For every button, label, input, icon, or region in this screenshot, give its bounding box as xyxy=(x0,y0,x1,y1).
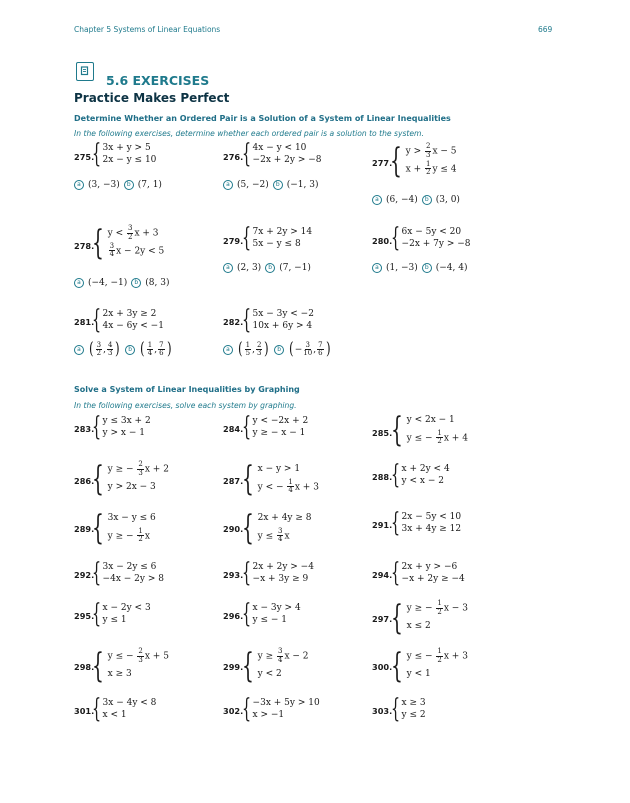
inequality: y < 1 xyxy=(406,668,431,679)
answer-choices xyxy=(223,263,311,273)
exercise-number: 292. xyxy=(74,570,95,580)
inequality: y > 2x − 3 xyxy=(107,481,156,492)
inequality: y < $\frac{3}{2}$ x + 3 xyxy=(107,224,159,241)
instructions-2: In the following exercises, solve each system by graphing. xyxy=(74,401,297,410)
inequality-system: { x ≥ 3 y ≤ 2 xyxy=(391,694,426,724)
inequality: y ≥ − $\frac{1}{2}$ x xyxy=(107,526,150,543)
inequality: y ≤ − $\frac{1}{2}$ x + 4 xyxy=(406,428,468,445)
choice-b-label: b xyxy=(422,263,432,273)
inequality-system: { x − 2y < 3 y ≤ 1 xyxy=(92,599,151,629)
inequality-system: { y ≤ 3x + 2 y > x − 1 xyxy=(92,412,151,442)
exercise-number: 301. xyxy=(74,706,95,716)
inequality: y ≤ 1 xyxy=(102,615,127,625)
exercise-number: 283. xyxy=(74,424,95,434)
exercise-number: 288. xyxy=(372,472,393,482)
ordered-pair: (3, 0) xyxy=(435,195,460,205)
exercise-number: 281. xyxy=(74,317,95,327)
inequality: 2x − y ≤ 10 xyxy=(102,155,157,165)
inequality: y ≤ $\frac{3}{4}$ x xyxy=(257,526,290,543)
inequality-system: { x − 3y > 4 y ≤ − 1 xyxy=(242,599,301,629)
inequality: 3x − 4y < 8 xyxy=(102,697,157,708)
choice-b-label: b xyxy=(125,345,135,355)
exercise-number: 289. xyxy=(74,524,95,534)
inequality: y ≤ 2 xyxy=(401,710,426,720)
inequality-system: { 6x − 5y < 20 −2x + 7y > −8 xyxy=(391,223,471,253)
inequality-system: { 4x − y < 10 −2x + 2y > −8 xyxy=(242,139,322,169)
page-number: 669 xyxy=(538,25,553,34)
inequality: 3x − y ≤ 6 xyxy=(107,513,156,523)
ordered-pair: (1, −3) xyxy=(386,263,418,273)
section-title: 5.6 EXERCISES xyxy=(106,73,210,88)
choice-a-label: a xyxy=(223,180,233,190)
inequality-system: { 5x − 3y < −2 10x + 6y > 4 xyxy=(242,305,314,335)
exercise-number: 277. xyxy=(372,158,393,168)
inequality: x + $\frac{1}{2}$ y ≤ 4 xyxy=(405,159,457,176)
instructions-1: In the following exercises, determine whether each ordered pair is a solution to the system. xyxy=(74,129,424,138)
exercise-number: 275. xyxy=(74,152,95,162)
inequality-system: { 3x + y > 5 2x − y ≤ 10 xyxy=(92,139,157,169)
inequality: 5x − 3y < −2 xyxy=(252,308,314,319)
inequality: y > x − 1 xyxy=(102,428,145,438)
choice-b-label: b xyxy=(124,180,134,190)
inequality: −2x + 7y > −8 xyxy=(401,239,471,249)
choice-a-label: a xyxy=(223,263,233,273)
choice-a-label: a xyxy=(372,195,382,205)
answer-choices: a ( $\frac{1}{5}$ , $\frac{2}{3}$ ) b ( − $\frac{3}{10}$ , $\frac{7}{6}$ ) xyxy=(223,341,331,358)
inequality: −x + 2y ≥ −4 xyxy=(401,574,465,584)
ordered-pair: (−4, −1) xyxy=(88,278,128,288)
ordered-pair: (8, 3) xyxy=(145,278,170,288)
answer-choices xyxy=(74,278,169,288)
inequality: −x + 3y ≥ 9 xyxy=(252,574,309,584)
inequality-system: { 3x − 2y ≤ 6 −4x − 2y > 8 xyxy=(92,558,164,588)
inequality-system: { −3x + 5y > 10 x > −1 xyxy=(242,694,320,724)
section-subtitle: Practice Makes Perfect xyxy=(74,91,230,105)
inequality: y ≥ − x − 1 xyxy=(252,428,306,438)
inequality-system: { 2x + 3y ≥ 2 4x − 6y < −1 xyxy=(92,305,164,335)
inequality: 2x + y > −6 xyxy=(401,561,458,572)
inequality: y < − $\frac{1}{4}$ x + 3 xyxy=(257,477,319,494)
inequality: x ≥ 3 xyxy=(107,668,132,679)
inequality-system: { y ≥ − $\frac{1}{2}$ x − 3 x ≤ 2 xyxy=(391,597,468,638)
inequality: 3x − 2y ≤ 6 xyxy=(102,561,157,572)
exercise-number: 276. xyxy=(223,152,244,162)
notebook-icon xyxy=(77,63,92,79)
answer-choices: a ( $\frac{3}{2}$ , $\frac{4}{3}$ ) b ( $\frac{1}{4}$ , $\frac{7}{6}$ ) xyxy=(74,341,172,358)
inequality-system: { x − y > 1 y < − $\frac{1}{4}$ x + 3 xyxy=(242,458,319,499)
ordered-pair: (6, −4) xyxy=(386,195,418,205)
exercise-number: 300. xyxy=(372,662,393,672)
inequality: 4x − y < 10 xyxy=(252,142,307,153)
choice-a-label: a xyxy=(372,263,382,273)
choice-b-label: b xyxy=(422,195,432,205)
exercise-number: 297. xyxy=(372,614,393,624)
inequality: y > $\frac{2}{3}$ x − 5 xyxy=(405,142,457,159)
inequality: $\frac{3}{4}$ x − 2y < 5 xyxy=(109,241,165,258)
inequality: y < 2x − 1 xyxy=(406,415,455,425)
inequality: x − 3y > 4 xyxy=(252,602,301,613)
inequality: y < 2 xyxy=(257,668,282,679)
choice-a-label: a xyxy=(74,345,84,355)
inequality-system: { 2x − 5y < 10 3x + 4y ≥ 12 xyxy=(391,508,462,538)
inequality: x − y > 1 xyxy=(257,464,301,474)
inequality: y < −2x + 2 xyxy=(252,415,309,426)
inequality: y ≥ $\frac{3}{4}$ x − 2 xyxy=(257,647,309,664)
inequality: x < 1 xyxy=(102,710,127,720)
ordered-pair: (2, 3) xyxy=(237,263,262,273)
inequality-system: { y ≥ − $\frac{2}{3}$ x + 2 y > 2x − 3 xyxy=(92,458,169,499)
inequality: 2x + 4y ≥ 8 xyxy=(257,513,312,523)
topic-heading-2: Solve a System of Linear Inequalities by Graphing xyxy=(74,385,300,394)
inequality: y ≤ − 1 xyxy=(252,615,288,625)
inequality: x > −1 xyxy=(252,710,285,720)
exercise-number: 286. xyxy=(74,476,95,486)
inequality: 5x − y ≤ 8 xyxy=(252,239,301,249)
inequality-system: { 7x + 2y > 14 5x − y ≤ 8 xyxy=(242,223,313,253)
inequality: 7x + 2y > 14 xyxy=(252,226,313,237)
inequality: −2x + 2y > −8 xyxy=(252,155,322,165)
ordered-pair: (−1, 3) xyxy=(286,180,319,190)
inequality-system: { 2x + y > −6 −x + 2y ≥ −4 xyxy=(391,558,465,588)
inequality: −4x − 2y > 8 xyxy=(102,574,164,584)
exercise-number: 279. xyxy=(223,236,244,246)
inequality: 6x − 5y < 20 xyxy=(401,226,462,237)
choice-a-label: a xyxy=(223,345,233,355)
exercise-number: 296. xyxy=(223,611,244,621)
inequality: y < x − 2 xyxy=(401,476,444,486)
inequality-system: { 3x − y ≤ 6 y ≥ − $\frac{1}{2}$ x xyxy=(92,507,156,548)
exercise-number: 294. xyxy=(372,570,393,580)
exercise-number: 280. xyxy=(372,236,393,246)
choice-b-label: b xyxy=(131,278,141,288)
inequality: 2x + 3y ≥ 2 xyxy=(102,308,157,319)
exercise-number: 303. xyxy=(372,706,393,716)
exercise-number: 295. xyxy=(74,611,95,621)
exercise-number: 278. xyxy=(74,241,95,251)
inequality: 4x − 6y < −1 xyxy=(102,321,164,331)
running-header-chapter: Chapter 5 Systems of Linear Equations xyxy=(74,25,221,34)
inequality: 10x + 6y > 4 xyxy=(252,321,313,331)
exercise-number: 302. xyxy=(223,706,244,716)
exercise-number: 298. xyxy=(74,662,95,672)
inequality-system: { 2x + 2y > −4 −x + 3y ≥ 9 xyxy=(242,558,314,588)
inequality-system: { y ≥ $\frac{3}{4}$ x − 2 y < 2 xyxy=(242,645,309,686)
inequality: y ≤ 3x + 2 xyxy=(102,415,151,426)
answer-choices xyxy=(372,195,460,205)
choice-b-label: b xyxy=(265,263,275,273)
inequality: −3x + 5y > 10 xyxy=(252,697,320,708)
inequality-system: { y > $\frac{2}{3}$ x − 5 x + $\frac{1}{2}$ y ≤ 4 xyxy=(390,140,457,181)
inequality-system: { y < 2x − 1 y ≤ − $\frac{1}{2}$ x + 4 xyxy=(391,409,468,450)
inequality-system: { y ≤ − $\frac{1}{2}$ x + 3 y < 1 xyxy=(391,645,468,686)
ordered-pair: (7, 1) xyxy=(137,180,162,190)
inequality-system: { 3x − 4y < 8 x < 1 xyxy=(92,694,157,724)
inequality-system: { 2x + 4y ≥ 8 y ≤ $\frac{3}{4}$ x xyxy=(242,507,312,548)
ordered-pair: (7, −1) xyxy=(279,263,311,273)
choice-a-label: a xyxy=(74,278,84,288)
exercise-number: 287. xyxy=(223,476,244,486)
inequality: 3x + y > 5 xyxy=(102,142,151,153)
inequality-system: { y < −2x + 2 y ≥ − x − 1 xyxy=(242,412,309,442)
answer-choices xyxy=(74,180,162,190)
exercise-number: 293. xyxy=(223,570,244,580)
inequality: 2x − 5y < 10 xyxy=(401,511,462,522)
inequality: x + 2y < 4 xyxy=(401,463,450,474)
inequality: x − 2y < 3 xyxy=(102,602,151,613)
inequality: 3x + 4y ≥ 12 xyxy=(401,524,462,534)
ordered-pair: (3, −3) xyxy=(88,180,120,190)
choice-b-label: b xyxy=(273,180,283,190)
exercises-icon xyxy=(76,62,94,81)
inequality: x ≤ 2 xyxy=(406,620,431,631)
exercise-number: 290. xyxy=(223,524,244,534)
exercise-number: 285. xyxy=(372,428,393,438)
inequality-system: { x + 2y < 4 y < x − 2 xyxy=(391,460,450,490)
answer-choices xyxy=(372,263,468,273)
answer-choices xyxy=(223,180,319,190)
exercise-number: 284. xyxy=(223,424,244,434)
ordered-pair: (−4, 4) xyxy=(435,263,468,273)
ordered-pair: (5, −2) xyxy=(237,180,269,190)
inequality: x ≥ 3 xyxy=(401,697,426,708)
inequality: y ≥ − $\frac{2}{3}$ x + 2 xyxy=(107,460,169,477)
inequality: y ≥ − $\frac{1}{2}$ x − 3 xyxy=(406,599,468,616)
inequality: y ≤ − $\frac{1}{2}$ x + 3 xyxy=(406,647,468,664)
exercise-number: 282. xyxy=(223,317,244,327)
inequality: 2x + 2y > −4 xyxy=(252,561,314,572)
topic-heading-1: Determine Whether an Ordered Pair is a Solution of a System of Linear Inequalities xyxy=(74,114,451,123)
inequality: y ≤ − $\frac{2}{3}$ x + 5 xyxy=(107,647,169,664)
exercise-number: 291. xyxy=(372,520,393,530)
exercise-number: 299. xyxy=(223,662,244,672)
inequality-system: { y < $\frac{3}{2}$ x + 3 $\frac{3}{4}$ x − 2y < 5 xyxy=(92,222,165,263)
inequality-system: { y ≤ − $\frac{2}{3}$ x + 5 x ≥ 3 xyxy=(92,645,169,686)
choice-b-label: b xyxy=(274,345,284,355)
choice-a-label: a xyxy=(74,180,84,190)
